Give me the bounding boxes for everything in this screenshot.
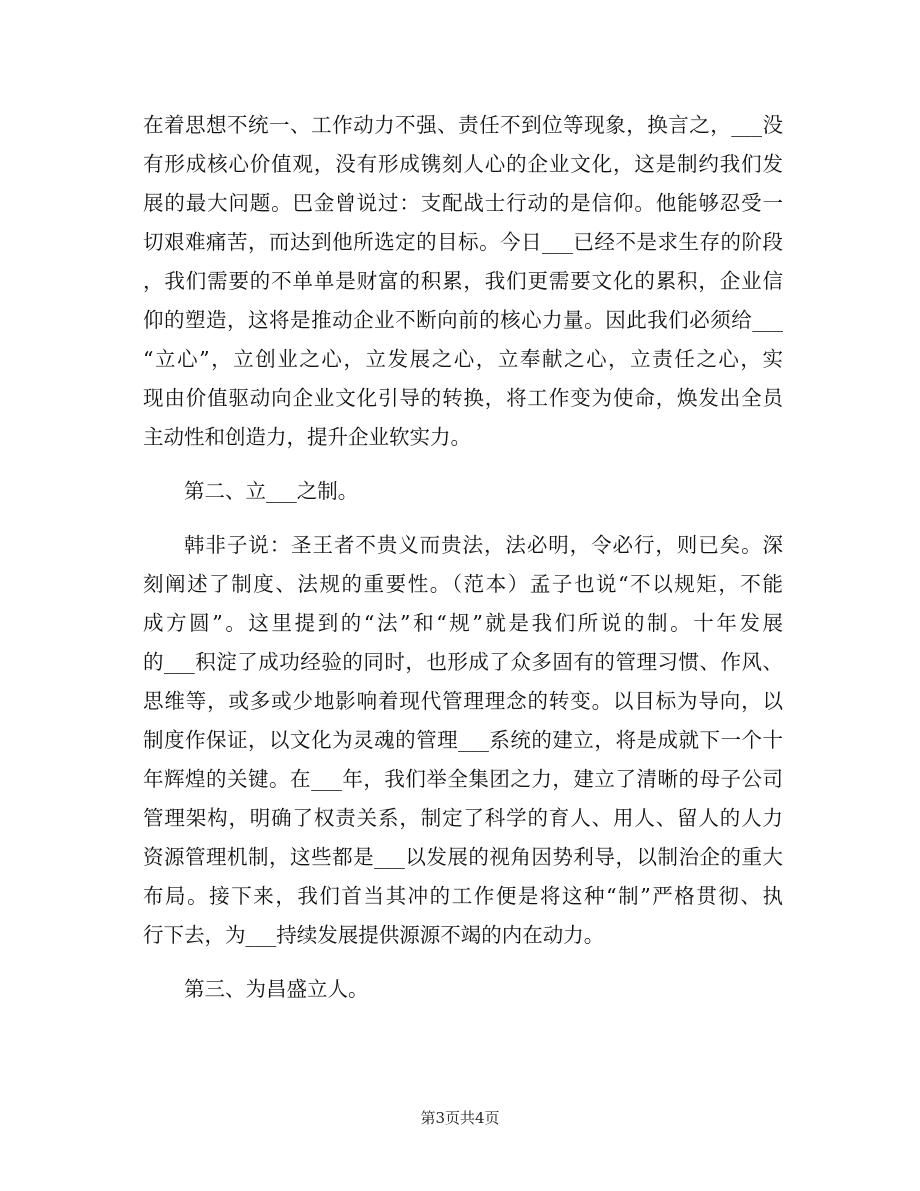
- page-number-footer: 第3页共4页: [420, 1109, 500, 1127]
- paragraph-2-line-2: 刻阐述了制度、法规的重要性。（范本）孟子也说“不以规矩，不能: [143, 572, 783, 596]
- paragraph-1-line-8: 现由价值驱动向企业文化引导的转换，将工作变为使命，焕发出全员: [143, 386, 783, 410]
- paragraph-2-line-6: 制度作保证，以文化为灵魂的管理___系统的建立，将是成就下一个十: [143, 728, 783, 752]
- paragraph-2-line-10: 布局。接下来，我们首当其冲的工作便是将这种“制”严格贯彻、执: [143, 884, 783, 908]
- paragraph-2-line-8: 管理架构，明确了权责关系，制定了科学的育人、用人、留人的人力: [143, 806, 783, 830]
- paragraph-1-line-6: 仰的塑造，这将是推动企业不断向前的核心力量。因此我们必须给___: [143, 308, 783, 332]
- paragraph-1-line-2: 有形成核心价值观，没有形成镌刻人心的企业文化，这是制约我们发: [143, 152, 783, 176]
- section-heading-3: 第三、为昌盛立人。: [184, 977, 369, 1001]
- paragraph-1-line-9: 主动性和创造力，提升企业软实力。: [143, 425, 471, 449]
- section-heading-2: 第二、立___之制。: [184, 479, 359, 503]
- paragraph-1-line-5: ，我们需要的不单单是财富的积累，我们更需要文化的累积，企业信: [143, 269, 783, 293]
- paragraph-1-line-7: “立心”，立创业之心，立发展之心，立奉献之心，立责任之心，实: [143, 347, 783, 371]
- paragraph-2-line-11: 行下去，为___持续发展提供源源不竭的内在动力。: [143, 923, 605, 947]
- paragraph-2-line-7: 年辉煌的关键。在___年，我们举全集团之力，建立了清晰的母子公司: [143, 767, 783, 791]
- paragraph-1-line-3: 展的最大问题。巴金曾说过：支配战士行动的是信仰。他能够忍受一: [143, 191, 783, 215]
- paragraph-1-line-4: 切艰难痛苦，而达到他所选定的目标。今日___已经不是求生存的阶段: [143, 230, 783, 254]
- paragraph-1-line-1: 在着思想不统一、工作动力不强、责任不到位等现象，换言之，___没: [143, 113, 783, 137]
- paragraph-2-line-3: 成方圆”。这里提到的“法”和“规”就是我们所说的制。十年发展: [143, 611, 783, 635]
- paragraph-2-line-4: 的___积淀了成功经验的同时，也形成了众多固有的管理习惯、作风、: [143, 650, 783, 674]
- paragraph-2-line-9: 资源管理机制，这些都是___以发展的视角因势利导，以制治企的重大: [143, 845, 783, 869]
- paragraph-2-line-1: 韩非子说：圣王者不贵义而贵法，法必明，令必行，则已矣。深: [184, 533, 783, 557]
- paragraph-2-line-5: 思维等，或多或少地影响着现代管理理念的转变。以目标为导向，以: [143, 689, 783, 713]
